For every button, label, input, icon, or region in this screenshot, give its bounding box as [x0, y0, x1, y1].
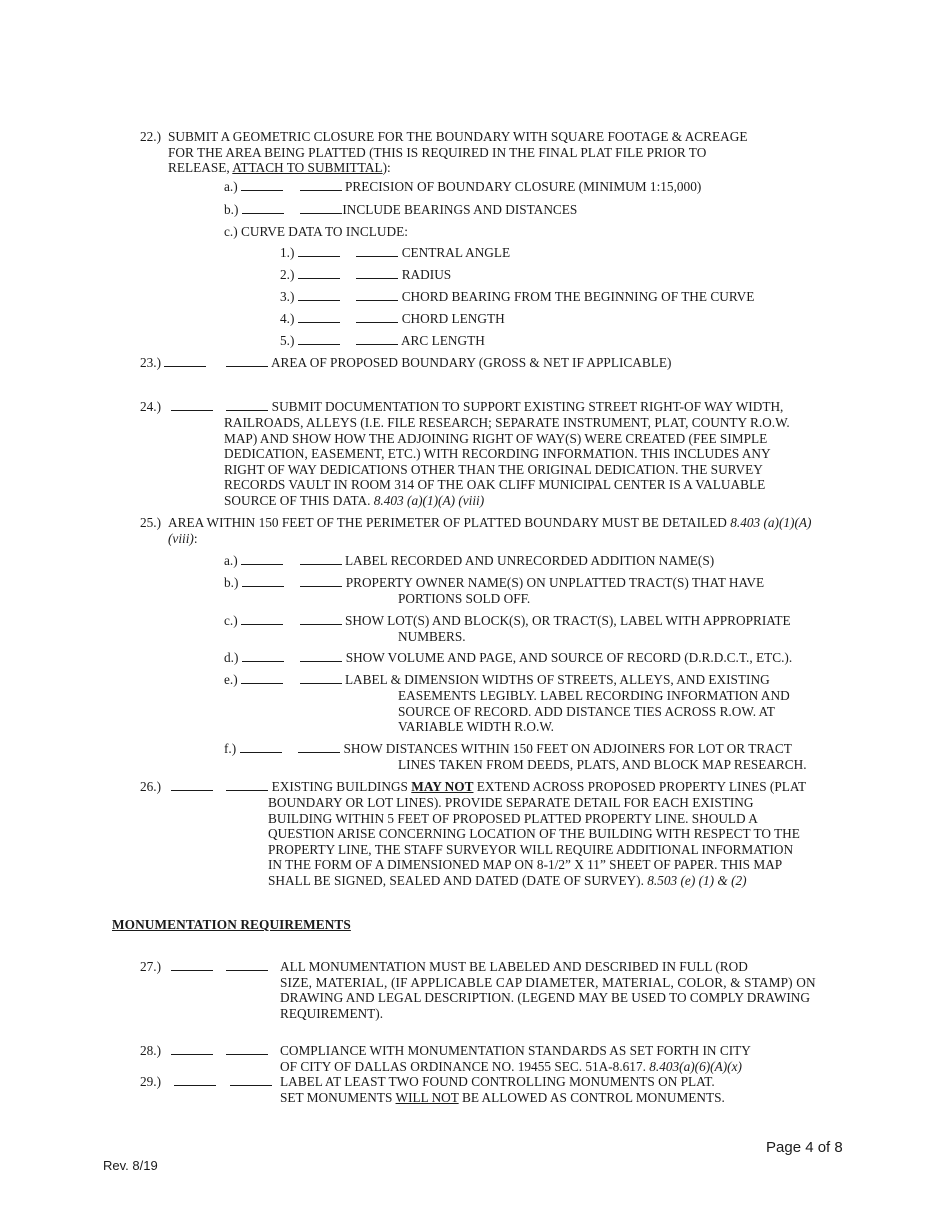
checkbox-blank[interactable] — [242, 202, 284, 214]
checkbox-blank[interactable] — [171, 779, 213, 791]
item-26-body: BOUNDARY OR LOT LINES). PROVIDE SEPARATE DETAIL FOR EACH EXISTING BUILDING WITHIN 5 FEET OF PROPOSED PLATTED PROPERTY LINE. SHOULD A QUESTION ARISE CONCERNING LOCATION OF THE BUILDING WITH RESPECT TO THE PROPERTY LINE, THE STAFF SURVEYOR WILL REQUIRE ADDITIONAL INFORMATION IN THE FORM OF A DIMENSIONED MAP ON 8-1/2” X 11” SHEET OF PAPER. THIS MAP SHALL BE SIGNED, SEALED AND DATED (DATE OF SURVEY). 8.503 (e) (1) & (2) — [268, 795, 800, 888]
checkbox-blank[interactable] — [226, 399, 268, 411]
checkbox-blank[interactable] — [171, 399, 213, 411]
item-25c-cont: NUMBERS. — [398, 629, 466, 644]
item-25-number: 25.) — [140, 515, 162, 530]
checkbox-blank[interactable] — [300, 613, 342, 625]
item-22a: a.) PRECISION OF BOUNDARY CLOSURE (MINIMUM 1:15,000) — [224, 179, 702, 194]
checkbox-blank[interactable] — [298, 245, 340, 257]
revision-label: Rev. 8/19 — [103, 1158, 158, 1173]
item-25f: f.) SHOW DISTANCES WITHIN 150 FEET ON ADJOINERS FOR LOT OR TRACT — [224, 741, 792, 756]
item-27-body: ALL MONUMENTATION MUST BE LABELED AND DESCRIBED IN FULL (ROD SIZE, MATERIAL, (IF APPLICABLE CAP DIAMETER, MATERIAL, COLOR, & STAMP) ON DRAWING AND LEGAL DESCRIPTION. (LEGEND MAY BE USED TO COMPLY DRAWING REQUIREMENT). — [280, 959, 816, 1021]
curve-item-5: 5.) ARC LENGTH — [280, 333, 485, 348]
checkbox-blank[interactable] — [298, 333, 340, 345]
item-23: 23.) AREA OF PROPOSED BOUNDARY (GROSS & NET IF APPLICABLE) — [140, 355, 672, 370]
checkbox-blank[interactable] — [298, 741, 340, 753]
item-26-head: 26.) EXISTING BUILDINGS MAY NOT EXTEND ACROSS PROPOSED PROPERTY LINES (PLAT — [140, 779, 807, 794]
checkbox-blank[interactable] — [356, 289, 398, 301]
item-24-body: RAILROADS, ALLEYS (I.E. FILE RESEARCH; SEPARATE INSTRUMENT, PLAT, COUNTY R.O.W. MAP) AND SHOW HOW THE ADJOINING RIGHT OF WAY(S) WERE CREATED (FEE SIMPLE DEDICATION, EASEMENT, ETC.) WITH RECORDING INFORMATION. THIS INCLUDES ANY RIGHT OF WAY DEDICATIONS OTHER THAN THE ORIGINAL DEDICATION. THE SURVEY RECORDS VAULT IN ROOM 314 OF THE OAK CLIFF MUNICIPAL CENTER IS A VALUABLE SOURCE OF THIS DATA. 8.403 (a)(1)(A) (viii) — [224, 415, 790, 508]
checkbox-blank[interactable] — [241, 179, 283, 191]
checkbox-blank[interactable] — [356, 245, 398, 257]
checkbox-blank[interactable] — [298, 289, 340, 301]
item-29-body: LABEL AT LEAST TWO FOUND CONTROLLING MONUMENTS ON PLAT. SET MONUMENTS WILL NOT BE ALLOWED AS CONTROL MONUMENTS. — [280, 1074, 725, 1105]
checkbox-blank[interactable] — [241, 553, 283, 565]
curve-item-4: 4.) CHORD LENGTH — [280, 311, 505, 326]
checkbox-blank[interactable] — [226, 355, 268, 367]
curve-item-3: 3.) CHORD BEARING FROM THE BEGINNING OF THE CURVE — [280, 289, 755, 304]
item-22-text: SUBMIT A GEOMETRIC CLOSURE FOR THE BOUNDARY WITH SQUARE FOOTAGE & ACREAGE FOR THE AREA BEING PLATTED (THIS IS REQUIRED IN THE FINAL PLAT FILE PRIOR TO RELEASE, ATTACH TO SUBMITTAL): — [168, 129, 748, 176]
checkbox-blank[interactable] — [241, 613, 283, 625]
checkbox-blank[interactable] — [356, 333, 398, 345]
checkbox-blank[interactable] — [230, 1074, 272, 1086]
checkbox-blank[interactable] — [242, 575, 284, 587]
curve-item-2: 2.) RADIUS — [280, 267, 452, 282]
checkbox-blank[interactable] — [226, 779, 268, 791]
checkbox-blank[interactable] — [300, 650, 342, 662]
item-22c: c.) CURVE DATA TO INCLUDE: — [224, 224, 408, 239]
checkbox-blank[interactable] — [242, 650, 284, 662]
checkbox-blank[interactable] — [300, 553, 342, 565]
checkbox-blank[interactable] — [174, 1074, 216, 1086]
checkbox-blank[interactable] — [240, 741, 282, 753]
item-25b: b.) PROPERTY OWNER NAME(S) ON UNPLATTED TRACT(S) THAT HAVE — [224, 575, 765, 590]
item-28-head: 28.) — [140, 1043, 268, 1059]
item-24-head: 24.) SUBMIT DOCUMENTATION TO SUPPORT EXISTING STREET RIGHT-OF WAY WIDTH, — [140, 399, 784, 414]
checkbox-blank[interactable] — [300, 179, 342, 191]
item-25c: c.) SHOW LOT(S) AND BLOCK(S), OR TRACT(S), LABEL WITH APPROPRIATE — [224, 613, 791, 628]
checkbox-blank[interactable] — [300, 672, 342, 684]
checkbox-blank[interactable] — [298, 311, 340, 323]
checkbox-blank[interactable] — [300, 575, 342, 587]
item-27-head: 27.) — [140, 959, 268, 975]
item-28-body: COMPLIANCE WITH MONUMENTATION STANDARDS AS SET FORTH IN CITY OF CITY OF DALLAS ORDINANCE NO. 19455 SEC. 51A-8.617. 8.403(a)(6)(A)(x) — [280, 1043, 751, 1074]
item-25-text: AREA WITHIN 150 FEET OF THE PERIMETER OF PLATTED BOUNDARY MUST BE DETAILED 8.403 (a)(1)(A) (viii): — [168, 515, 812, 546]
item-22-number: 22.) — [140, 129, 162, 144]
item-22b: b.) INCLUDE BEARINGS AND DISTANCES — [224, 202, 578, 217]
checkbox-blank[interactable] — [171, 959, 213, 971]
page-number: Page 4 of 8 — [766, 1139, 843, 1156]
item-25d: d.) SHOW VOLUME AND PAGE, AND SOURCE OF RECORD (D.R.D.C.T., ETC.). — [224, 650, 793, 665]
monumentation-heading: MONUMENTATION REQUIREMENTS — [112, 917, 351, 932]
checkbox-blank[interactable] — [300, 202, 342, 214]
item-25e-cont: EASEMENTS LEGIBLY. LABEL RECORDING INFORMATION AND SOURCE OF RECORD. ADD DISTANCE TIES ACROSS R.OW. AT VARIABLE WIDTH R.O.W. — [398, 688, 790, 735]
checkbox-blank[interactable] — [226, 959, 268, 971]
item-25e: e.) LABEL & DIMENSION WIDTHS OF STREETS, ALLEYS, AND EXISTING — [224, 672, 770, 687]
item-25b-cont: PORTIONS SOLD OFF. — [398, 591, 531, 606]
checkbox-blank[interactable] — [298, 267, 340, 279]
checkbox-blank[interactable] — [356, 311, 398, 323]
checkbox-blank[interactable] — [356, 267, 398, 279]
item-29-head: 29.) — [140, 1074, 272, 1090]
curve-item-1: 1.) CENTRAL ANGLE — [280, 245, 511, 260]
item-25a: a.) LABEL RECORDED AND UNRECORDED ADDITION NAME(S) — [224, 553, 715, 568]
checkbox-blank[interactable] — [241, 672, 283, 684]
checkbox-blank[interactable] — [164, 355, 206, 367]
item-25f-cont: LINES TAKEN FROM DEEDS, PLATS, AND BLOCK MAP RESEARCH. — [398, 757, 807, 772]
checkbox-blank[interactable] — [171, 1043, 213, 1055]
checkbox-blank[interactable] — [226, 1043, 268, 1055]
